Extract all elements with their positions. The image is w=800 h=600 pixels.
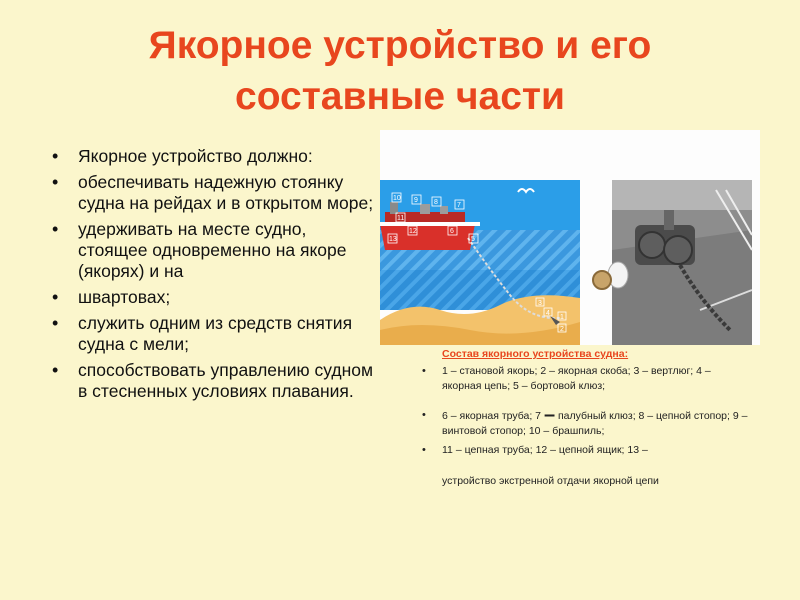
diagram-label: 4 — [546, 310, 550, 317]
caption-item: • 6 – якорная труба; 7 – палубный клюз; 8 – цепной стопор; 9 – винтовой стопор; 10 – брашпиль; — [420, 408, 750, 439]
diagram-label: 9 — [414, 197, 418, 204]
diagram-label: 1 — [560, 314, 564, 321]
diagram-label: 6 — [450, 228, 454, 235]
anchor-scheme — [380, 180, 580, 345]
slide-title-line-2: составные части — [235, 75, 565, 118]
rope-coil — [593, 271, 611, 289]
diagram-label: 12 — [409, 228, 417, 235]
diagram-label: 7 — [457, 202, 461, 209]
bullet-item: • обеспечивать надежную стоянку судна на рейдах и в открытом море; — [50, 172, 380, 214]
anchor-components-caption — [420, 347, 750, 489]
anchor-device-illustration — [380, 130, 760, 345]
diagram-label: 11 — [397, 215, 405, 222]
diagram-label: 3 — [538, 300, 542, 307]
caption-item: • 11 – цепная труба; 12 – цепной ящик; 13 – устройство экстренной отдачи якорной цепи — [420, 443, 750, 489]
caption-item: • 1 – становой якорь; 2 – якорная скоба; 3 – вертлюг; 4 – якорная цепь; 5 – бортовой клюз; — [420, 364, 750, 394]
slide-title — [0, 20, 800, 122]
caption-dash: – — [543, 404, 556, 426]
bullet-item: • швартовах; — [50, 287, 380, 308]
diagram-label: 8 — [434, 199, 438, 206]
slide-title-line-1: Якорное устройство и его — [148, 24, 652, 67]
bullet-item: • способствовать управлению судном в стесненных условиях плавания. — [50, 360, 380, 402]
diagram-label: 13 — [389, 236, 397, 243]
bullet-item: • Якорное устройство должно: — [50, 146, 380, 167]
diagram-label: 2 — [560, 326, 564, 333]
diagram-label: 5 — [471, 236, 475, 243]
bullet-item: • служить одним из средств снятия судна с мели; — [50, 313, 380, 355]
windlass-photo — [593, 180, 752, 345]
caption-list — [420, 364, 750, 489]
anchor-device-figure — [380, 130, 760, 345]
requirements-list — [50, 146, 380, 407]
bullet-item: • удерживать на месте судно, стоящее одновременно на якоре (якорях) и на — [50, 219, 380, 282]
diagram-label: 10 — [393, 195, 401, 202]
caption-title: Состав якорного устройства судна: — [442, 348, 629, 360]
